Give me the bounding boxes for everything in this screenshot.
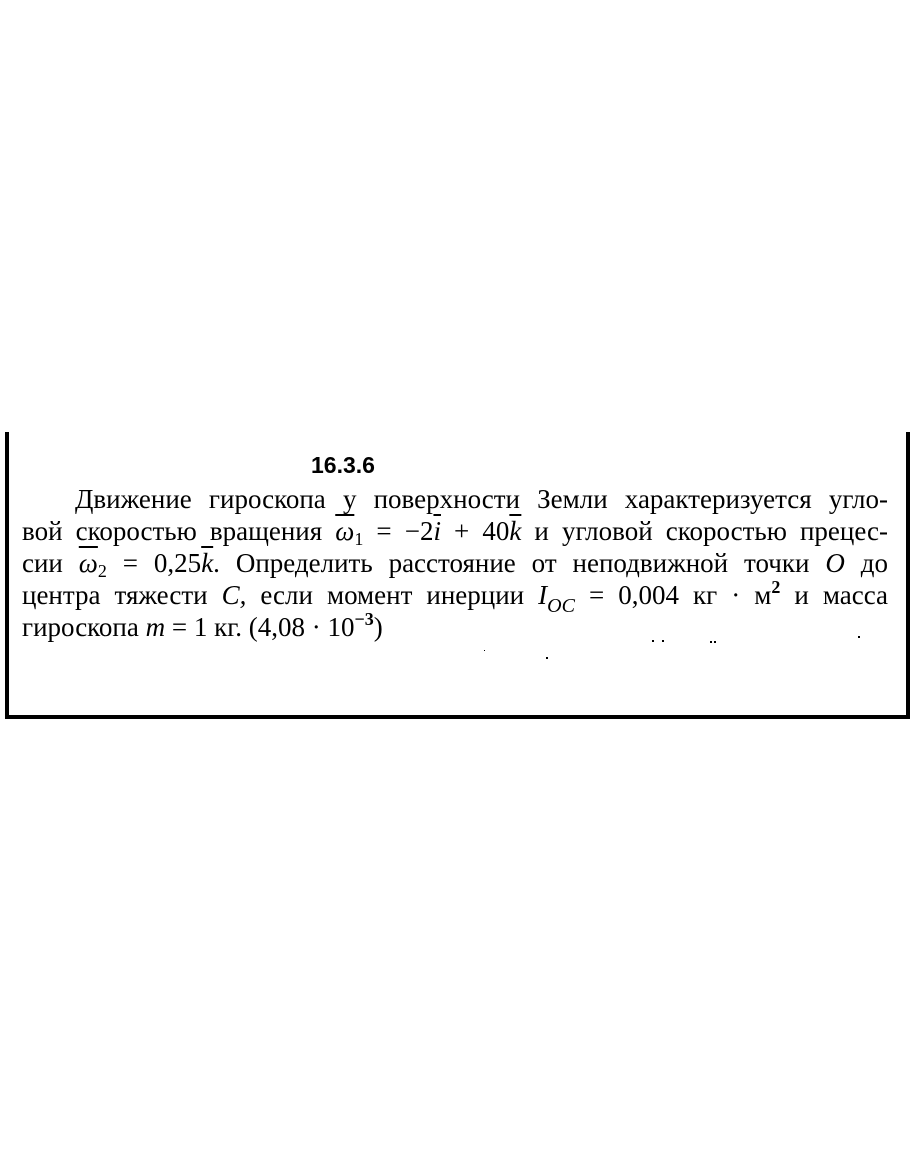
line-4-text-b: если момент инерции [246,580,539,610]
line-3-text-a: сии [22,548,79,578]
problem-text-line-2 [22,515,888,547]
line-4-text-c: = 0,004 кг · м [574,580,772,610]
point-o-symbol: O [825,548,845,578]
unit-vector-k: $\overline{k}$ [509,516,522,546]
answer-exponent: −3 [354,609,374,629]
scan-speck [858,636,860,638]
scan-speck [484,650,485,651]
line-3-eq: = 0,25 [106,548,202,578]
line-3-text-c: до [844,548,888,578]
line-4-text-d: и масса [780,580,889,610]
line-5-text-a: гироскопа [22,612,146,642]
answer-close-paren: ) [373,612,383,642]
unit-vector-i: $\overline{i}$ [433,516,441,546]
scan-speck [662,640,664,642]
problem-text-line-4 [22,577,889,617]
scan-speck [652,640,654,642]
line-4-text-a: центра тяжести [22,580,222,610]
unit-vector-k-2: $\overline{k}$ [201,548,214,578]
line-3-text-b: . Определить расстояние от неподвижной точки [213,548,826,578]
problem-text-line-3 [22,547,888,579]
line-2-eq: = −2 [363,516,434,546]
mass-symbol: m [145,612,166,642]
omega-1-symbol: $\overline{\omega}$ [335,516,355,546]
line-2-plus: + 40 [440,516,510,546]
omega-2-symbol: $\overline{\omega}$ [78,548,98,578]
line-1-text: Движение гироскопа у поверхности Земли характеризуется угло- [75,484,888,514]
scan-speck [714,641,716,643]
inertia-symbol: I [538,580,548,610]
line-2-text-b: и угловой скоростью прецес- [521,516,888,546]
problem-number: 16.3.6 [311,452,375,478]
scan-speck [710,641,712,643]
omega-2-subscript: 2 [97,561,107,581]
omega-1-subscript: 1 [354,529,364,549]
problem-text-line-1 [22,483,888,515]
line-2-text-a: вой скоростью вращения [22,516,336,546]
inertia-subscript: OC [547,595,575,617]
scan-speck [546,657,548,659]
answer-text: = 1 кг. (4,08 · 10 [165,612,355,642]
squared-superscript: 2 [771,577,781,597]
scan-specks [640,630,880,660]
point-c-symbol: C, [221,580,247,610]
